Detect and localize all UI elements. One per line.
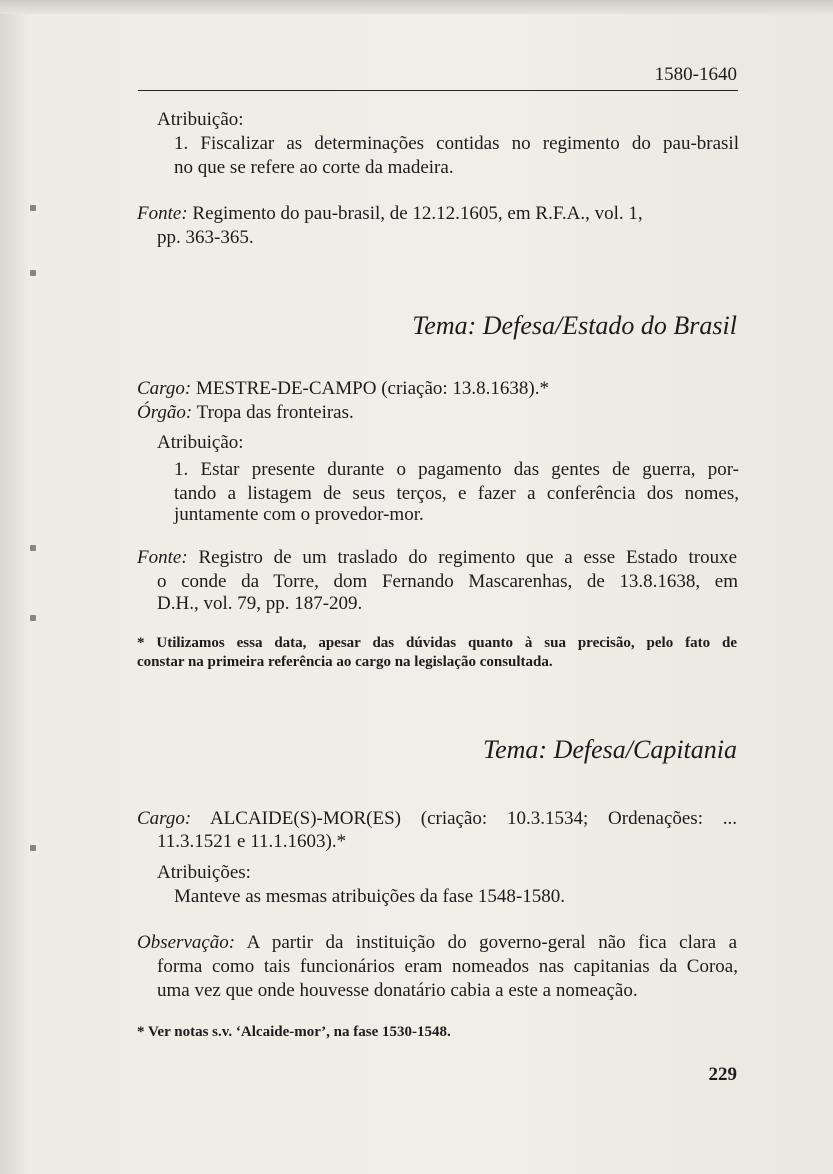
item-1-line-1: 1. Fiscalizar as determinações contidas no regimento do pau-brasil xyxy=(174,133,739,154)
fonte-label: Fonte: xyxy=(137,203,188,224)
margin-mark xyxy=(30,545,36,551)
fonte-1 xyxy=(137,202,737,226)
theme-heading-defesa-capitania: Tema: Defesa/Capitania xyxy=(483,735,737,764)
page-number: 229 xyxy=(708,1064,737,1085)
item-1-line-2: no que se refere ao corte da madeira. xyxy=(174,157,454,178)
margin-mark xyxy=(30,615,36,621)
item-2-line-1: 1. Estar presente durante o pagamento das gentes de guerra, por- xyxy=(174,459,739,480)
footnote-2-line-2: constar na primeira referência ao cargo na legislação consultada. xyxy=(137,654,553,670)
orgao-tropa xyxy=(137,401,354,425)
footnote-3: * Ver notas s.v. ‘Alcaide-mor’, na fase 1530-1548. xyxy=(137,1024,451,1040)
footnote-2-line-1: * Utilizamos essa data, apesar das dúvidas quanto à sua precisão, pelo fato de xyxy=(137,635,737,651)
cargo-label: Cargo: xyxy=(137,808,192,829)
fonte-text-line-2: pp. 363-365. xyxy=(157,227,254,248)
header-rule xyxy=(138,90,738,91)
fonte-label: Fonte: xyxy=(137,547,188,568)
atribuicao-label-2: Atribuição: xyxy=(157,432,244,453)
margin-mark xyxy=(30,205,36,211)
fonte-text-line-1: Registro de um traslado do regimento que a esse Estado trouxe xyxy=(198,547,738,568)
observacao-line-2: forma como tais funcionários eram nomeados nas capitanias da Coroa, xyxy=(157,956,738,977)
atribuicao-label-1: Atribuição: xyxy=(157,109,244,130)
margin-mark xyxy=(30,845,36,851)
observacao-label: Observação: xyxy=(137,932,236,953)
atribuicoes-value: Manteve as mesmas atribuições da fase 1548-1580. xyxy=(174,886,565,907)
running-header-period: 1580-1640 xyxy=(654,64,737,85)
fonte-2-line-3: D.H., vol. 79, pp. 187-209. xyxy=(157,593,363,614)
cargo-value: ALCAIDE(S)-MOR(ES) (criação: 10.3.1534; Ordenações: ... xyxy=(209,808,738,829)
observacao-line-1 xyxy=(137,931,737,955)
theme-heading-defesa-estado: Tema: Defesa/Estado do Brasil xyxy=(412,311,737,340)
fonte-2-line-1 xyxy=(137,546,737,570)
cargo-label: Cargo: xyxy=(137,378,192,399)
item-2-line-3: juntamente com o provedor-mor. xyxy=(174,504,424,525)
cargo-value: MESTRE-DE-CAMPO (criação: 13.8.1638).* xyxy=(195,378,549,399)
orgao-label: Órgão: xyxy=(137,402,193,423)
margin-mark xyxy=(30,270,36,276)
cargo-alcaide-line-1 xyxy=(137,807,737,831)
cargo-alcaide-line-2: 11.3.1521 e 11.1.1603).* xyxy=(157,831,347,852)
fonte-2-line-2: o conde da Torre, dom Fernando Mascarenhas, de 13.8.1638, em xyxy=(157,571,738,592)
observacao-text: A partir da instituição do governo-geral não fica clara a xyxy=(246,932,738,953)
cargo-mestre-de-campo xyxy=(137,377,549,401)
fonte-text-line-1: Regimento do pau-brasil, de 12.12.1605, em R.F.A., vol. 1, xyxy=(192,203,643,224)
observacao-line-3: uma vez que onde houvesse donatário cabia a este a nomeação. xyxy=(157,980,638,1001)
atribuicoes-label: Atribuições: xyxy=(157,862,251,883)
page-top-shadow xyxy=(0,0,833,14)
orgao-value: Tropa das fronteiras. xyxy=(196,402,354,423)
item-2-line-2: tando a listagem de seus terços, e fazer a conferência dos nomes, xyxy=(174,483,739,504)
